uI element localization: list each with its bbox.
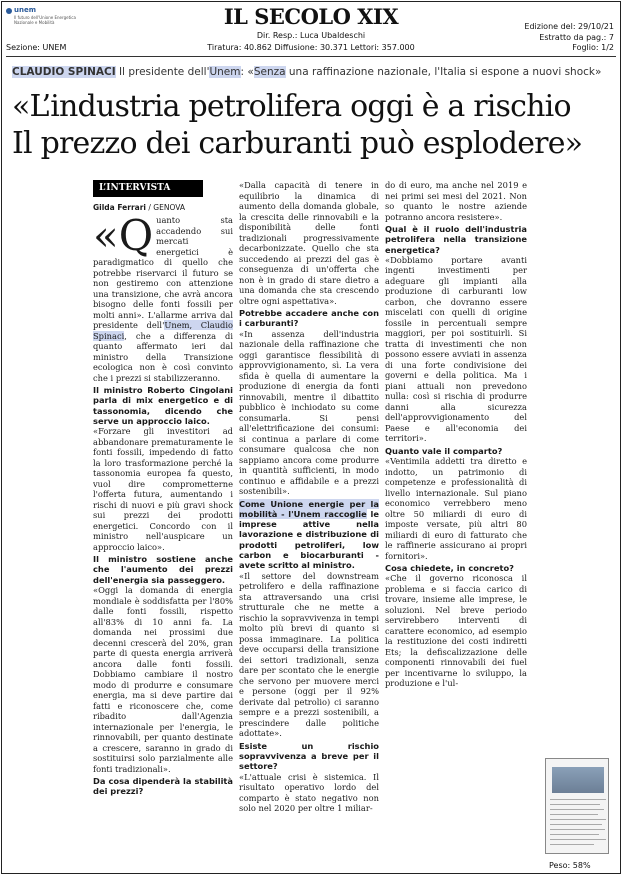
lead-text: uanto sta accadendo sui mercati energetici è paradigmatico di quello che potrebbe riservarci il futuro se non gestiremo con attenzione una transizione, che avrà ancora bisogno delle fonti fossili per molti anni». L'allarme arriva dal presidente dell' [93,215,233,330]
question: Da cosa dipenderà la stabilità dei prezzi? [93,776,233,797]
drop-cap: «Q [93,211,154,260]
logo-brand: unem [14,6,37,14]
header-divider [6,56,616,57]
question: Il ministro sostiene anche che l'aumento dei prezzi dell'energia sia passeggero. [93,554,233,585]
question: Cosa chiedete, in concreto? [385,563,514,574]
author-name: Gilda Ferrari [93,202,146,212]
logo-subtitle: Il futuro dell'Unione Energetica Nazionale e Mobilità [14,15,76,25]
answer: «Ventimila addetti tra diretto e indotto, un patrimonio di competenze e professionalità di livello internazionale. Sul piano economico verrebbero meno oltre 50 miliardi di euro di imposte versate, più altri 80 miliardi di euro di fatturato che le raffinerie assicurano ai propri fornitori». [385,456,527,561]
thumbnail-line [550,844,594,845]
thumbnail-line [550,809,604,810]
thumbnail-photo [552,767,604,793]
lead-text-end: , che a differenza di quanto affermato ieri dal ministro della Transizione ecologica non è così convinto che i prezzi si stabilizzeranno. [93,330,233,383]
highlight-unem-question: Come Unione energie per la mobilità - l'Unem raccoglie [239,498,379,519]
section-tag: L’INTERVISTA [93,180,203,197]
byline [93,203,233,214]
headline [12,88,612,162]
page-thumbnail [545,758,609,854]
answer: do di euro, ma anche nel 2019 e nei primi sei mesi del 2021. Non so quanto le nostre aziende potranno ancora resistere». [385,180,527,222]
circulation-line: Tiratura: 40.862 Diffusione: 30.371 Lettori: 357.000 [207,43,415,52]
thumbnail-line [550,814,598,815]
question [239,499,379,571]
kicker-highlight-unem: Unem [209,66,241,78]
question: Potrebbe accadere anche con i carburanti? [239,308,379,329]
answer: «Dobbiamo portare avanti ingenti investimenti per adeguare gli impianti alla produzione di carburanti low carbon, che dovranno essere miscelati con quelli di origine fossile in percentuali sempre maggiori, per poi sostituirli. Si tratta di investimenti che non possono essere avviati in assenza di una forte condivisione dei governi e della politica. Ma i piani attuali non prevedono nulla: così si rischia di produrre danni alla sicurezza dell'approvvigionamento del Paese e all'economia dei territori». [385,254,527,444]
lead-paragraph [93,211,233,383]
thumbnail-line [550,824,602,825]
thumbnail-line [550,839,606,840]
director-line: Dir. Resp.: Luca Ubaldeschi [256,31,366,40]
answer: «In assenza dell'industria nazionale della raffinazione che oggi garantisce flessibilità di approvvigionamento, sì. La vera sfida è quella di aumentare la produzione di energia da fonti rinnovabili, mentre il dibattito pubblico è inchiodato su come consumarla. Si pensi all'elettrificazione dei consumi: si continua a parlare di come consumare qualcosa che non sappiamo ancora come produrre in quantità sufficienti, in modo continuo e affidabile e a prezzi sostenibili». [239,328,379,497]
headline-line-1: «L’industria petrolifera oggi è a rischio [12,89,571,124]
dateline: / GENOVA [145,202,185,212]
highlight-unem-spinaci: Unem, Claudio Spinaci [93,320,233,341]
question: Esiste un rischio sopravvivenza a breve per il settore? [239,740,379,772]
question: Quanto vale il comparto? [385,445,503,456]
kicker-text-2: : « [240,66,254,78]
kicker-highlight-senza: Senza [253,66,286,78]
headline-line-2: Il prezzo dei carburanti può esplodere» [12,126,583,161]
kicker [12,66,612,78]
question: Qual è il ruolo dell'industria petrolifera nella transizione energetica? [385,224,527,255]
section-label: Sezione: UNEM [6,43,67,52]
weight-label: Peso: 58% [549,861,591,870]
kicker-text: Il presidente dell' [115,66,210,78]
edition-meta [524,22,614,54]
kicker-text-3: una raffinazione nazionale, l'Italia si espone a nuovi shock» [285,66,602,78]
extract-page: Estratto da pag.: 7 [539,32,614,42]
answer: «Che il governo riconosca il problema e si faccia carico di trovare, insieme alle imprese, le soluzioni. Nel breve periodo servirebbero interventi di carattere economico, ad esempio la restituzione dei costi indiretti Ets; la defiscalizzazione delle componenti rinnovabili dei fuel per incentivarne lo sviluppo, la produzione e l'ul- [385,573,527,689]
answer: «Oggi la domanda di energia mondiale è soddisfatta per l'80% dalle fonti fossili, rispetto all'83% di 10 anni fa. La domanda nei prossimi due decenni crescerà del 20%, gran parte di questa energia arriverà ancora dalle fonti fossili. Dobbiamo cambiare il nostro modo di produrre e consumare energia, ma si deve partire dai fatti e riconoscere che, come ribadito dall'Agenzia internazionale per l'energia, le rinnovabili, per quanto destinate a crescere, saranno in grado di sostituirsi solo parzialmente alle fonti tradizionali». [93,585,233,774]
article-column-1 [93,180,233,797]
question: Il ministro Roberto Cingolani parla di mix energetico e di tassonomia, dicendo che serve un approccio laico. [93,385,233,426]
thumbnail-line [550,829,605,830]
edition-date: Edizione del: 29/10/21 [524,22,614,31]
question-text: le imprese attive nella lavorazione e distribuzione di prodotti petroliferi, low carbon e biocarburanti - avete scritto al ministro. [239,508,379,571]
thumbnail-line [550,799,606,800]
thumbnail-line [550,819,606,820]
article-column-2 [239,180,379,814]
article-column-3 [385,180,527,689]
sheet-number: Foglio: 1/2 [572,43,614,52]
answer: «Forzare gli investitori ad abbandonare prematuramente le fonti fossili, impedendo di fatto la loro trasformazione perché la tassonomia europea fa questo, vuol dire comprometterne l'offerta futura, aumentando i rischi di nuovi e più gravi shock sui prezzi dei prodotti energetici. Concordo con il ministro nell'auspicare un approccio laico». [93,426,233,552]
thumbnail-line [550,834,599,835]
answer: «Dalla capacità di tenere in equilibrio la dinamica di aumento della domanda globale, la crescita delle rinnovabili e la disponibilità delle fonti tradizionali progressivamente decarbonizzate. Quello che sta succedendo ai prezzi del gas è conseguenza di un'offerta che non è in grado di stare dietro a una domanda che sta crescendo oltre ogni aspettativa». [239,180,379,306]
answer: «Il settore del downstream petrolifero e della raffinazione sta attraversando una crisi strutturale che ne mette a rischio la sopravvivenza in tempi molto più brevi di quanto si possa immaginare. La politica deve occuparsi della transizione dei settori tradizionali, senza dare per scontato che le energie che servono per muovere merci e persone (oggi per il 92% derivate dal petrolio) ci saranno sempre e a prezzi sostenibili, a prescindere dalle politiche adottate». [239,570,379,739]
newspaper-masthead: IL SECOLO XIX [223,4,399,29]
answer: «L'attuale crisi è sistemica. Il risultato operativo lordo del comparto è stato negativo non solo nel 2020 per oltre 1 miliar- [239,771,379,814]
kicker-name: CLAUDIO SPINACI [12,66,116,78]
thumbnail-line [550,804,600,805]
